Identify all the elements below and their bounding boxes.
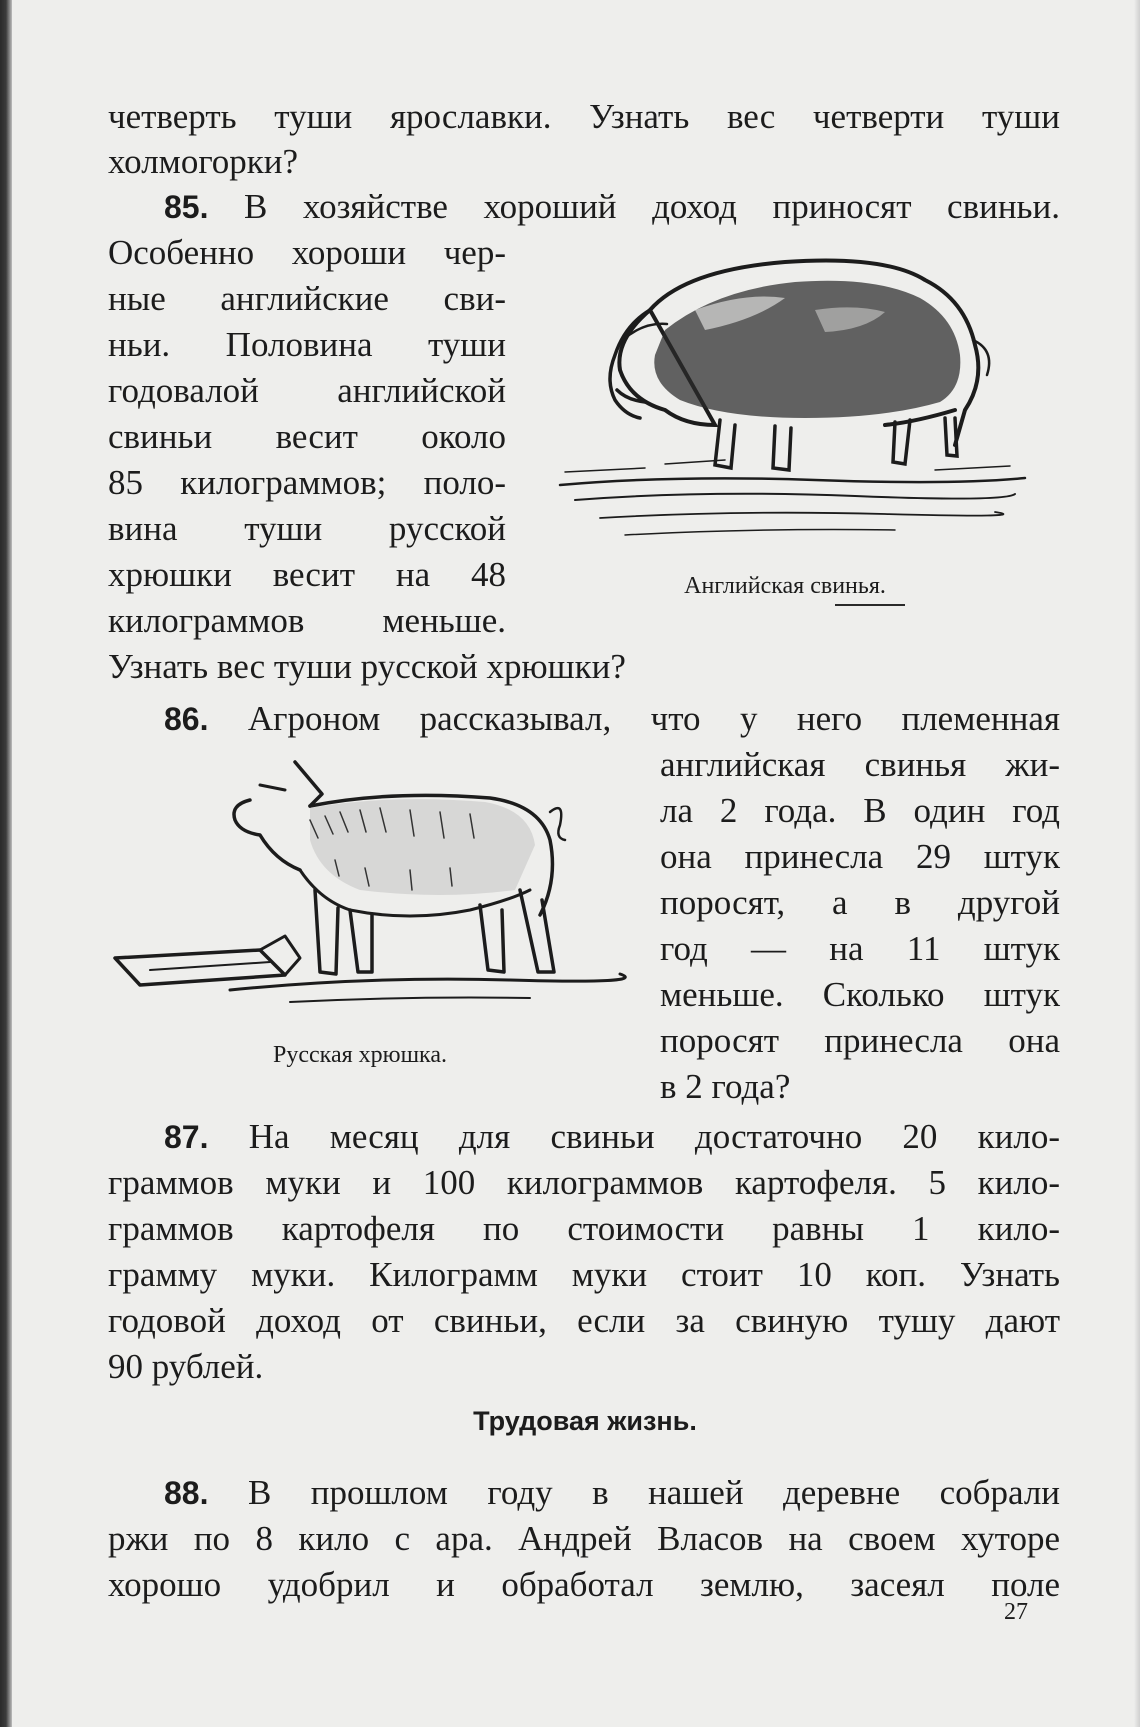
text-line: меньше. Сколько штук bbox=[660, 975, 1060, 1014]
problem-number: 85. bbox=[164, 189, 209, 225]
problem-88-first-line bbox=[164, 1473, 1060, 1513]
text-line: ржи по 8 кило с ара. Андрей Власов на своем хуторе bbox=[108, 1519, 1060, 1558]
text-line: хорошо удобрил и обработал землю, засеял поле bbox=[108, 1565, 1060, 1604]
text-line: английская свинья жи- bbox=[660, 745, 1060, 784]
text-line: поросят принесла она bbox=[660, 1021, 1060, 1060]
english-pig-caption: Английская свинья. bbox=[684, 573, 886, 599]
text-line: в 2 года? bbox=[660, 1067, 791, 1106]
problem-number: 88. bbox=[164, 1475, 209, 1511]
binding-edge bbox=[0, 0, 12, 1727]
page-number: 27 bbox=[1004, 1599, 1028, 1625]
text-line: ньи. Половина туши bbox=[108, 325, 506, 364]
text-line: годовалой английской bbox=[108, 371, 506, 410]
text-line: вина туши русской bbox=[108, 509, 506, 548]
text-line: килограммов меньше. bbox=[108, 601, 506, 640]
text-line: граммов муки и 100 килограммов картофеля. 5 кило- bbox=[108, 1163, 1060, 1202]
problem-87-first-line bbox=[164, 1117, 1060, 1157]
text-line: Узнать вес туши русской хрюшки? bbox=[108, 647, 626, 686]
english-pig-illustration bbox=[555, 250, 1035, 560]
text-line: ные английские сви- bbox=[108, 279, 506, 318]
text-line: граммов картофеля по стоимости равны 1 кило- bbox=[108, 1209, 1060, 1248]
text-line: она принесла 29 штук bbox=[660, 837, 1060, 876]
problem-85-first-line bbox=[164, 187, 1060, 227]
text-line: год — на 11 штук bbox=[660, 929, 1060, 968]
text-line: холмогорки? bbox=[108, 142, 299, 181]
text-line: свиньи весит около bbox=[108, 417, 506, 456]
problem-number: 86. bbox=[164, 701, 209, 737]
text-line: 90 рублей. bbox=[108, 1347, 264, 1386]
russian-pig-caption: Русская хрюшка. bbox=[273, 1042, 447, 1068]
text-line: 85 килограммов; поло- bbox=[108, 463, 506, 502]
text-line: Особенно хороши чер- bbox=[108, 233, 506, 272]
text-line: четверть туши ярославки. Узнать вес четверти туши bbox=[108, 97, 1060, 136]
caption-underline bbox=[835, 604, 905, 606]
text-line: поросят, а в другой bbox=[660, 883, 1060, 922]
text-line: годовой доход от свиньи, если за свиную тушу дают bbox=[108, 1301, 1060, 1340]
text-line: хрюшки весит на 48 bbox=[108, 555, 506, 594]
problem-text: Агроном рассказывал, что у него племенная bbox=[247, 699, 1060, 738]
problem-text: В хозяйстве хороший доход приносят свиньи. bbox=[244, 187, 1061, 226]
problem-text: В прошлом году в нашей деревне собрали bbox=[247, 1473, 1061, 1512]
problem-86-first-line bbox=[164, 699, 1060, 739]
section-heading: Трудовая жизнь. bbox=[473, 1406, 697, 1436]
text-line: ла 2 года. В один год bbox=[660, 791, 1060, 830]
russian-pig-illustration bbox=[110, 750, 630, 1015]
problem-text: На месяц для свиньи достаточно 20 кило- bbox=[248, 1117, 1060, 1156]
page-edge-shadow bbox=[1134, 0, 1140, 1727]
problem-number: 87. bbox=[164, 1119, 209, 1155]
text-line: грамму муки. Килограмм муки стоит 10 коп. Узнать bbox=[108, 1255, 1060, 1294]
